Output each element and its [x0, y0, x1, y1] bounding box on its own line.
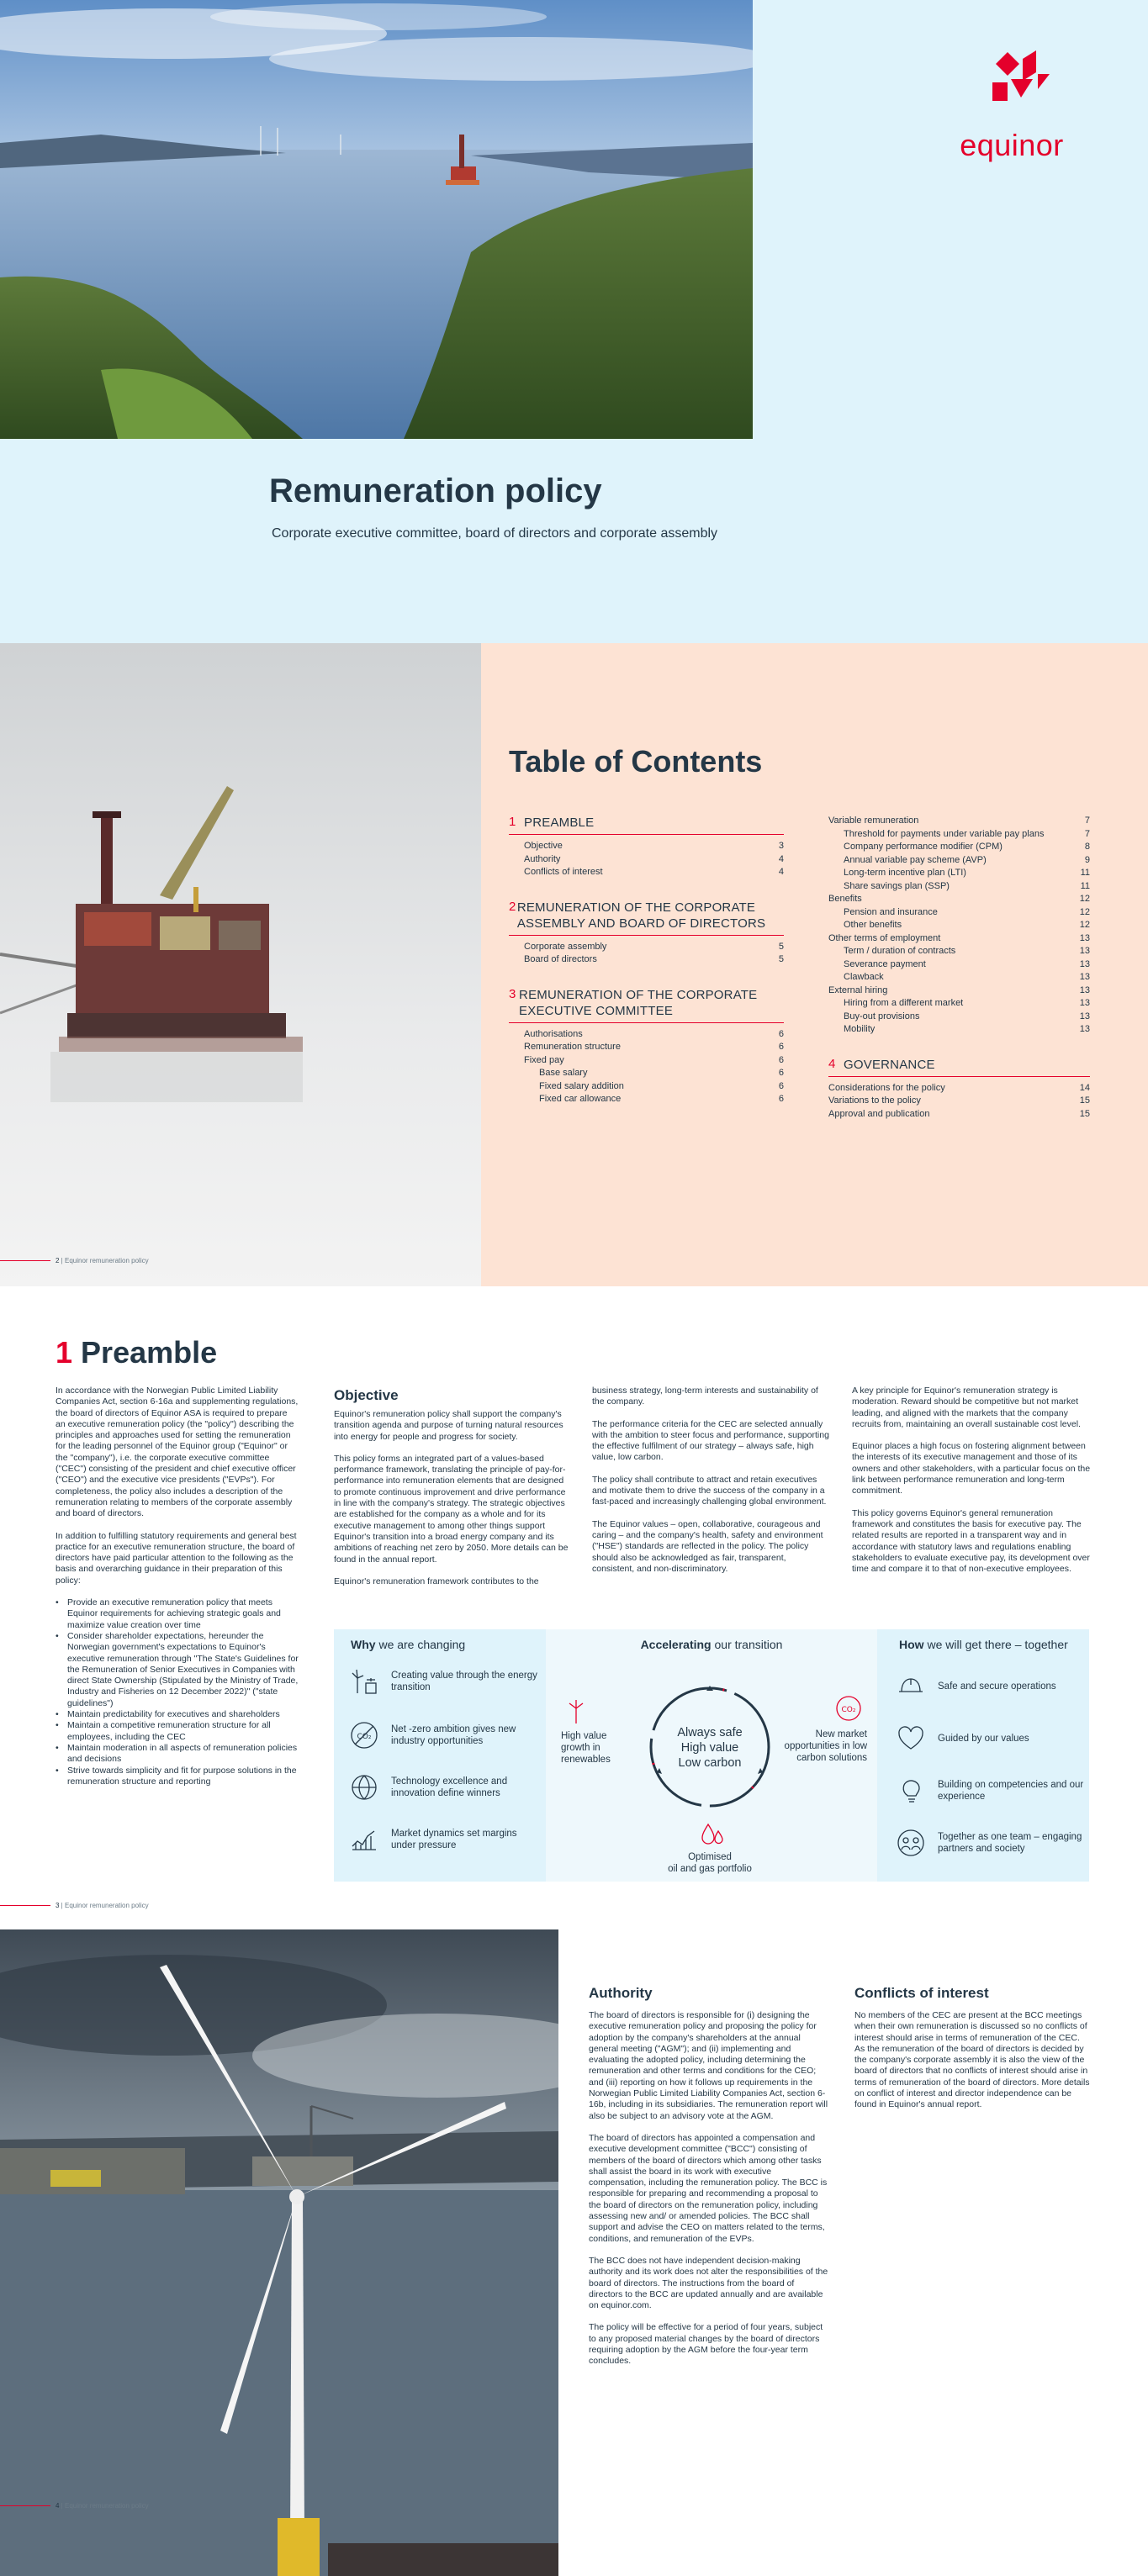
- oil-gas-label: Optimised oil and gas portfolio: [668, 1852, 752, 1874]
- preamble-column-1: [56, 1386, 299, 1787]
- why-item: Creating value through the energy transition: [349, 1666, 538, 1697]
- list-item: • Maintain a competitive remuneration structure for all employees, including the CEC: [56, 1720, 299, 1743]
- toc-entry[interactable]: Mobility 13: [844, 1024, 1090, 1034]
- toc-entry[interactable]: Fixed car allowance 6: [539, 1094, 784, 1104]
- oil-drop-icon: [697, 1819, 727, 1850]
- toc-entry[interactable]: Corporate assembly 5: [524, 941, 784, 952]
- co2-crossed-icon: [349, 1720, 379, 1750]
- renewables-label: High value growth in renewables: [561, 1731, 611, 1765]
- toc-entry[interactable]: Severance payment 13: [844, 958, 1090, 969]
- toc-page: [0, 643, 1148, 1286]
- toc-entry[interactable]: Threshold for payments under variable pay plans 7: [844, 828, 1090, 839]
- paragraph: The Equinor values – open, collaborative, courageous and caring – and the company's health, safety and environment ("HSE") standards are reflected in the policy. The policy should also be acknowledged as fair, transparent, consistent, and non-discriminatory.: [592, 1518, 823, 1574]
- why-item: Technology excellence and innovation define winners: [349, 1772, 538, 1803]
- toc-entry[interactable]: Other benefits 12: [844, 920, 1090, 930]
- toc-right-column: [828, 815, 1090, 1121]
- cover-page: [0, 0, 1148, 643]
- toc-title: Table of Contents: [509, 744, 763, 779]
- toc-entry[interactable]: Share savings plan (SSP) 11: [844, 880, 1090, 891]
- list-item: • Consider shareholder expectations, hereunder the Norwegian government's expectations to Equinor's executive remuneration through "The State's Guidelines for the Remuneration of Senior Executives in Companies with direct State Ownership (Stipulated by the Ministry of Trade, Industry and Fisheries on 12 December 2022)" ("state guidelines"): [56, 1631, 299, 1709]
- why-item: CO₂ Net -zero ambition gives new industry opportunities: [349, 1720, 538, 1750]
- how-item: Together as one team – engaging partners and society: [896, 1828, 1085, 1858]
- toc-entry[interactable]: Base salary 6: [539, 1068, 784, 1078]
- toc-entry[interactable]: Pension and insurance 12: [844, 906, 1090, 917]
- paragraph: Equinor's remuneration framework contributes to the: [334, 1576, 539, 1586]
- conflicts-heading: Conflicts of interest: [854, 1985, 989, 2001]
- paragraph: The board of directors is responsible for (i) designing the executive remuneration policy and proposing the policy for adoption by the company's shareholders at the annual general meeting ("AGM"); and (ii) implementing and evaluating the adopted policy, including determining the remuneration and other terms and conditions for the CEO; and (iii) reporting on how it follows up requirements in the Norwegian Public Limited Liability Companies Act, section 6-16b, including in its subsidiaries. The remuneration report will also be subject to an advisory vote at the AGM.: [589, 2010, 828, 2121]
- paragraph: Equinor's remuneration policy shall support the company's transition agenda and purpose of turning natural resources into energy for people and progress for society.: [334, 1409, 563, 1442]
- heart-icon: [896, 1723, 926, 1754]
- toc-left-column: [509, 800, 784, 1106]
- toc-entry[interactable]: Authority 4: [524, 853, 784, 864]
- guidance-bullets: [56, 1597, 299, 1787]
- toc-entry[interactable]: Fixed pay 6: [524, 1054, 784, 1065]
- toc-entry[interactable]: Authorisations 6: [524, 1028, 784, 1039]
- toc-photo-oil-rig: [0, 643, 481, 1286]
- paragraph: This policy governs Equinor's general remuneration framework and constitutes the basis for executive pay. The related results are reported in a transparent way and in accordance with statutory laws and regulations enabling stakeholders to evaluate executive pay, its development over time and compare it to that of non-executive employees.: [852, 1507, 1090, 1575]
- paragraph: No members of the CEC are present at the BCC meetings when their own remuneration is discussed so no conflicts of interest should arise in terms of remuneration of the CEC. As the remuneration of the board of directors is decided by the company's corporate assembly it is also the view of the board of directors that no conflicts of interest should arise in terms of remuneration of the board of directors. More details on conflict of interest and director independence can be found in Equinor's annual report.: [854, 2010, 1090, 2110]
- preamble-column-2: [334, 1409, 571, 1598]
- preamble-column-4: [852, 1386, 1091, 1586]
- globe-chip-icon: [349, 1772, 379, 1803]
- why-item: Market dynamics set margins under pressure: [349, 1824, 538, 1855]
- objective-heading: Objective: [334, 1387, 399, 1403]
- paragraph: Equinor places a high focus on fostering alignment between the interests of its executive management and those of its owners and other stakeholders, with a particular focus on the link between performance remuneration and long-term commitment.: [852, 1441, 1091, 1497]
- list-item: • Strive towards simplicity and fit for purpose solutions in the remuneration structure and reporting: [56, 1766, 299, 1788]
- list-item: • Provide an executive remuneration policy that meets Equinor requirements for achieving strategic goals and maximize value creation over time: [56, 1597, 299, 1631]
- authority-page: [0, 1929, 1148, 2576]
- toc-entry[interactable]: External hiring 13: [828, 984, 1090, 995]
- paragraph: The BCC does not have independent decision-making authority and its work does not alter the responsibilities of the board of directors. The instructions from the board of directors to the BCC are updated annually and are available on equinor.com.: [589, 2255, 828, 2311]
- toc-entry[interactable]: Company performance modifier (CPM) 8: [844, 842, 1090, 852]
- toc-entry[interactable]: Clawback 13: [844, 972, 1090, 982]
- authority-page-footer: 4 | Equinor remuneration policy: [0, 2502, 149, 2510]
- toc-entry[interactable]: Annual variable pay scheme (AVP) 9: [844, 854, 1090, 865]
- how-item: Guided by our values: [896, 1723, 1085, 1754]
- paragraph: In accordance with the Norwegian Public Limited Liability Companies Act, section 6-16a and supplementing regulations, the board of directors of Equinor ASA is required to prepare an executive remuneration policy (the "policy") describing the principles and approaches used for setting the remuneration for the leading personnel of the Equinor group ("Equinor" or the "company"), i.e. the corporate executive committee ("CEC") consisting of the president and chief executive officer ("CEO") and the executive vice presidents ("EVPs"). For completeness, the policy also includes a description of the remuneration relating to members of the corporate assembly and board of directors.: [56, 1386, 299, 1519]
- paragraph: The policy shall contribute to attract and retain executives and motivate them to drive the success of the company in a fast-paced and increasingly challenging global environment.: [592, 1474, 827, 1507]
- authority-text: [589, 2010, 828, 2378]
- toc-section-3[interactable]: 3 REMUNERATION OF THE CORPORATE EXECUTIVE COMMITTEE: [509, 987, 784, 1023]
- team-icon: [896, 1828, 926, 1858]
- toc-entry[interactable]: Board of directors 5: [524, 954, 784, 964]
- conflicts-text: [854, 2010, 1092, 2122]
- toc-entry[interactable]: Conflicts of interest 4: [524, 867, 784, 877]
- toc-entry[interactable]: Buy-out provisions 13: [844, 1011, 1090, 1021]
- accelerating-heading: Accelerating our transition: [640, 1638, 783, 1651]
- toc-entry[interactable]: Objective 3: [524, 841, 784, 851]
- cover-photo-fjord-rig: [0, 0, 753, 439]
- how-heading: How we will get there – together: [899, 1638, 1068, 1651]
- toc-entry[interactable]: Benefits 12: [828, 894, 1090, 904]
- logo-wordmark: equinor: [960, 128, 1064, 162]
- accelerating-panel: [546, 1629, 877, 1882]
- list-item: • Maintain moderation in all aspects of remuneration policies and decisions: [56, 1743, 299, 1766]
- how-panel: [877, 1629, 1089, 1882]
- toc-entry[interactable]: Fixed salary addition 6: [539, 1080, 784, 1091]
- paragraph: business strategy, long-term interests and sustainability of the company.: [592, 1386, 818, 1407]
- svg-text:CO₂: CO₂: [841, 1706, 856, 1714]
- core-values: Always safe High value Low carbon: [677, 1726, 743, 1770]
- toc-section-2[interactable]: 2 REMUNERATION OF THE CORPORATE ASSEMBLY AND BOARD OF DIRECTORS: [509, 900, 784, 936]
- toc-entry[interactable]: Term / duration of contracts 13: [844, 946, 1090, 956]
- paragraph: A key principle for Equinor's remuneration strategy is moderation. Reward should be competitive but not market leading, and aligned with the markets that the company recruits from, maintaining an overall sustainable cost level.: [852, 1386, 1081, 1429]
- toc-section-1[interactable]: 1 PREAMBLE: [509, 815, 784, 835]
- list-item: • Maintain predictability for executives and shareholders: [56, 1709, 299, 1720]
- paragraph: The policy will be effective for a period of four years, subject to any proposed material changes by the board of directors requiring adoption by the AGM before the four-year term concludes.: [589, 2322, 823, 2367]
- co2-cloud-icon: [833, 1693, 864, 1723]
- paragraph: This policy forms an integrated part of a values-based performance framework, translating the principle of pay-for-performance into remuneration elements that are designed to promote continuous improvement and drive performance in line with the company's strategy. The strategic objectives are established for the company as a whole and for its executive management to among other things support Equinor's transition into a broad energy company and its ambitions of reaching net zero by 2050. More details can be found in the annual report.: [334, 1453, 569, 1565]
- lightbulb-icon: [896, 1776, 926, 1806]
- why-heading: Why we are changing: [351, 1638, 466, 1651]
- toc-entry[interactable]: Long-term incentive plan (LTI) 11: [844, 868, 1090, 878]
- preamble-page-footer: 3 | Equinor remuneration policy: [0, 1902, 149, 1909]
- toc-entry[interactable]: Remuneration structure 6: [524, 1042, 784, 1052]
- toc-entry[interactable]: Hiring from a different market 13: [844, 998, 1090, 1008]
- document-title: Remuneration policy: [269, 472, 602, 509]
- low-carbon-label: New market opportunities in low carbon solutions: [784, 1729, 867, 1763]
- preamble-heading: 1 Preamble: [56, 1335, 218, 1370]
- authority-heading: Authority: [589, 1985, 653, 2001]
- toc-entry[interactable]: Variable remuneration 7: [828, 816, 1090, 826]
- paragraph: The board of directors has appointed a compensation and executive development committee ("BCC") consisting of members of the board of directors which among other tasks shall assist the board in its work with executive compensation, including the remuneration policy. The BCC is responsible for preparing and recommending a proposal to the board of directors on the remuneration policy, including assessing new and/ or amended policies. The BCC shall support and advise the CEO on matters related to the terms, conditions, and remuneration of the EVPs.: [589, 2132, 828, 2244]
- toc-entry[interactable]: Variations to the policy 15: [828, 1095, 1090, 1106]
- toc-entry[interactable]: Considerations for the policy 14: [828, 1082, 1090, 1093]
- renewables-icon: [561, 1697, 591, 1727]
- paragraph: The performance criteria for the CEC are selected annually with the ambition to steer focus and performance, supporting the effective fulfilment of our strategy – always safe, high value, low carbon.: [592, 1418, 829, 1463]
- paragraph: In addition to fulfilling statutory requirements and general best practice for an executive remuneration structure, the board of directors have paid particular attention to the following as the basis and overarching guidance in their preparation of this policy:: [56, 1530, 297, 1586]
- why-panel: [334, 1629, 546, 1882]
- toc-section-4[interactable]: 4 GOVERNANCE: [828, 1057, 1090, 1077]
- hard-hat-icon: [896, 1671, 926, 1702]
- market-chart-icon: [349, 1824, 379, 1855]
- document-subtitle: Corporate executive committee, board of directors and corporate assembly: [272, 526, 718, 541]
- svg-text:CO₂: CO₂: [357, 1733, 372, 1741]
- toc-entry[interactable]: Approval and publication 15: [828, 1108, 1090, 1119]
- how-item: Building on competencies and our experience: [896, 1776, 1085, 1806]
- authority-photo-wind-turbine: [0, 1929, 558, 2576]
- toc-page-footer: 2 | Equinor remuneration policy: [0, 1257, 149, 1264]
- preamble-column-3: [592, 1386, 829, 1586]
- preamble-page: [0, 1286, 1148, 1929]
- toc-entry[interactable]: Other terms of employment 13: [828, 932, 1090, 943]
- strategy-infographic: [334, 1629, 1089, 1882]
- how-item: Safe and secure operations: [896, 1671, 1085, 1702]
- wind-turbine-icon: [349, 1666, 379, 1697]
